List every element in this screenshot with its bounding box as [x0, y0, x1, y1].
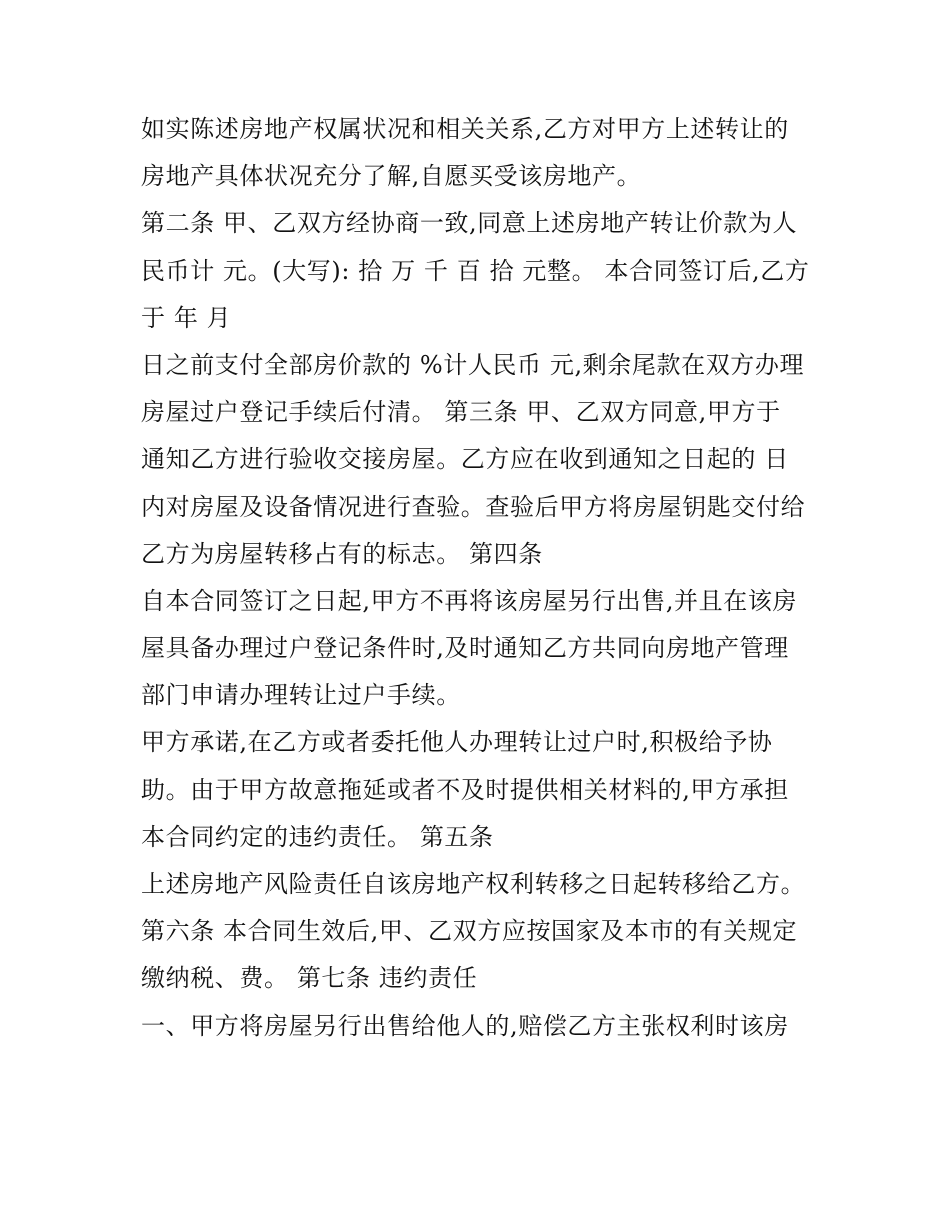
text-line: 自本合同签订之日起,甲方不再将该房屋另行出售,并且在该房 — [141, 586, 798, 615]
text-line: 民币计 元。(大写): 拾 万 千 百 拾 元整。 本合同签订后,乙方 — [141, 256, 810, 285]
text-line: 房地产具体状况充分了解,自愿买受该房地产。 — [141, 162, 642, 191]
text-line: 如实陈述房地产权属状况和相关关系,乙方对甲方上述转让的 — [141, 115, 789, 143]
text-line: 第六条 本合同生效后,甲、乙双方应按国家及本市的有关规定 — [141, 917, 798, 946]
text-line: 助。由于甲方故意拖延或者不及时提供相关材料的,甲方承担 — [141, 775, 789, 804]
text-line: 缴纳税、费。 第七条 违约责任 — [141, 964, 478, 993]
contract-body-text — [141, 106, 821, 1050]
text-line: 日之前支付全部房价款的 %计人民币 元,剩余尾款在双方办理 — [141, 350, 805, 379]
text-line: 甲方承诺,在乙方或者委托他人办理转让过户时,积极给予协 — [141, 728, 773, 757]
text-line: 一、甲方将房屋另行出售给他人的,赔偿乙方主张权利时该房 — [141, 1011, 789, 1040]
text-line: 第二条 甲、乙双方经协商一致,同意上述房地产转让价款为人 — [141, 209, 798, 238]
text-line: 内对房屋及设备情况进行查验。查验后甲方将房屋钥匙交付给 — [141, 492, 806, 521]
text-line: 部门申请办理转让过户手续。 — [141, 681, 461, 710]
text-line: 屋具备办理过户登记条件时,及时通知乙方共同向房地产管理 — [141, 634, 789, 663]
text-line: 于 年 月 — [141, 303, 232, 332]
text-line: 本合同约定的违约责任。 第五条 — [141, 822, 494, 851]
text-line: 乙方为房屋转移占有的标志。 第四条 — [141, 539, 543, 568]
text-line: 上述房地产风险责任自该房地产权利转移之日起转移给乙方。 — [141, 870, 806, 898]
text-line: 通知乙方进行验收交接房屋。乙方应在收到通知之日起的 日 — [141, 445, 789, 474]
text-line: 房屋过户登记手续后付清。 第三条 甲、乙双方同意,甲方于 — [141, 398, 781, 427]
